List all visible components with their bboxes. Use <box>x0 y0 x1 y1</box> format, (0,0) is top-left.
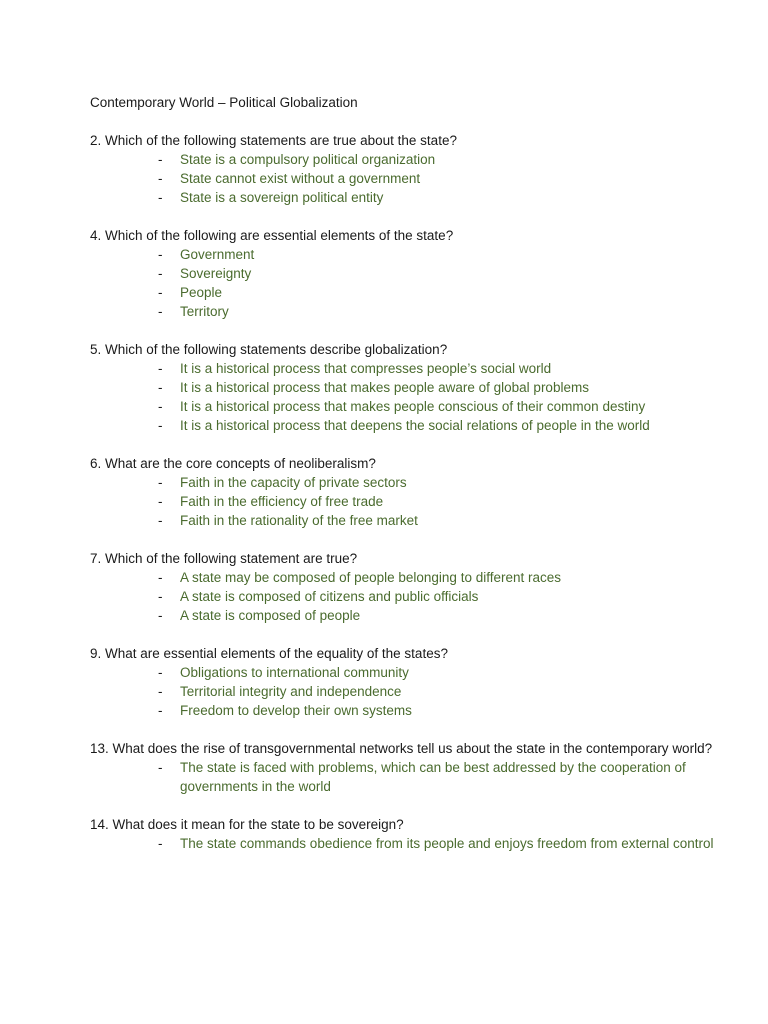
answer-text: Sovereignty <box>180 266 252 281</box>
document-title: Contemporary World – Political Globalization <box>90 95 358 110</box>
dash-bullet-icon: - <box>158 361 163 376</box>
answer-text: State is a compulsory political organization <box>180 152 436 167</box>
answer-text: State is a sovereign political entity <box>180 190 384 205</box>
dash-bullet-icon: - <box>158 570 163 585</box>
dash-bullet-icon: - <box>158 513 163 528</box>
answer-text: State cannot exist without a government <box>180 171 421 186</box>
answer-item <box>90 378 730 397</box>
dash-bullet-icon: - <box>158 760 163 775</box>
answer-item <box>90 473 730 492</box>
answer-item <box>90 169 730 188</box>
answer-item <box>90 283 730 302</box>
dash-bullet-icon: - <box>158 494 163 509</box>
dash-bullet-icon: - <box>158 399 163 414</box>
dash-bullet-icon: - <box>158 152 163 167</box>
answer-item <box>90 758 730 796</box>
answer-text: Freedom to develop their own systems <box>180 703 412 718</box>
question-text: 5. Which of the following statements describe globalization? <box>90 342 448 357</box>
answer-item <box>90 606 730 625</box>
answer-item <box>90 302 730 321</box>
dash-bullet-icon: - <box>158 475 163 490</box>
question-text: 9. What are essential elements of the equality of the states? <box>90 646 448 661</box>
answer-item <box>90 359 730 378</box>
answer-list <box>90 568 730 625</box>
answer-list <box>90 359 730 435</box>
answer-text: Obligations to international community <box>180 665 409 680</box>
dash-bullet-icon: - <box>158 703 163 718</box>
dash-bullet-icon: - <box>158 285 163 300</box>
question-block <box>90 454 730 530</box>
question-block <box>90 131 730 207</box>
answer-item <box>90 150 730 169</box>
answer-list <box>90 663 730 720</box>
answer-text: Government <box>180 247 255 262</box>
dash-bullet-icon: - <box>158 684 163 699</box>
answer-item <box>90 701 730 720</box>
question-text: 2. Which of the following statements are true about the state? <box>90 133 457 148</box>
answer-text: It is a historical process that compresses people’s social world <box>180 361 552 376</box>
answer-item <box>90 264 730 283</box>
answer-item <box>90 492 730 511</box>
answer-text: Territorial integrity and independence <box>180 684 402 699</box>
answer-text: Territory <box>180 304 229 319</box>
answer-text: A state is composed of citizens and public officials <box>180 589 479 604</box>
answer-item <box>90 397 730 416</box>
answer-item <box>90 245 730 264</box>
answer-text: Faith in the rationality of the free market <box>180 513 418 528</box>
answer-item <box>90 188 730 207</box>
dash-bullet-icon: - <box>158 171 163 186</box>
question-block <box>90 739 730 796</box>
answer-text: People <box>180 285 223 300</box>
question-text: 7. Which of the following statement are true? <box>90 551 358 566</box>
dash-bullet-icon: - <box>158 380 163 395</box>
question-text: 4. Which of the following are essential elements of the state? <box>90 228 454 243</box>
question-text: 14. What does it mean for the state to be sovereign? <box>90 817 404 832</box>
answer-text: Faith in the efficiency of free trade <box>180 494 384 509</box>
dash-bullet-icon: - <box>158 418 163 433</box>
answer-text: A state may be composed of people belonging to different races <box>180 570 561 585</box>
dash-bullet-icon: - <box>158 608 163 623</box>
answer-item <box>90 511 730 530</box>
answer-text: It is a historical process that makes people conscious of their common destiny <box>180 399 646 414</box>
answer-list <box>90 758 730 796</box>
question-block <box>90 815 730 853</box>
answer-item <box>90 416 730 435</box>
answer-list <box>90 834 730 853</box>
question-block <box>90 340 730 435</box>
answer-list <box>90 150 730 207</box>
answer-text: It is a historical process that makes people aware of global problems <box>180 380 589 395</box>
question-block <box>90 226 730 321</box>
dash-bullet-icon: - <box>158 266 163 281</box>
answer-text: Faith in the capacity of private sectors <box>180 475 407 490</box>
dash-bullet-icon: - <box>158 247 163 262</box>
dash-bullet-icon: - <box>158 190 163 205</box>
answer-text: The state commands obedience from its people and enjoys freedom from external control <box>180 836 714 851</box>
answer-list <box>90 245 730 321</box>
dash-bullet-icon: - <box>158 589 163 604</box>
answer-list <box>90 473 730 530</box>
answer-item <box>90 568 730 587</box>
document-page <box>90 93 730 872</box>
dash-bullet-icon: - <box>158 836 163 851</box>
question-block <box>90 644 730 720</box>
answer-item <box>90 682 730 701</box>
answer-text: It is a historical process that deepens the social relations of people in the world <box>180 418 650 433</box>
dash-bullet-icon: - <box>158 665 163 680</box>
dash-bullet-icon: - <box>158 304 163 319</box>
answer-text: A state is composed of people <box>180 608 361 623</box>
question-text: 13. What does the rise of transgovernmental networks tell us about the state in the contemporary world? <box>90 741 713 756</box>
question-text: 6. What are the core concepts of neoliberalism? <box>90 456 376 471</box>
question-block <box>90 549 730 625</box>
answer-item <box>90 663 730 682</box>
answer-item <box>90 587 730 606</box>
answer-text: The state is faced with problems, which can be best addressed by the cooperation of governments in the world <box>180 760 686 794</box>
question-list <box>90 131 730 853</box>
answer-item <box>90 834 730 853</box>
